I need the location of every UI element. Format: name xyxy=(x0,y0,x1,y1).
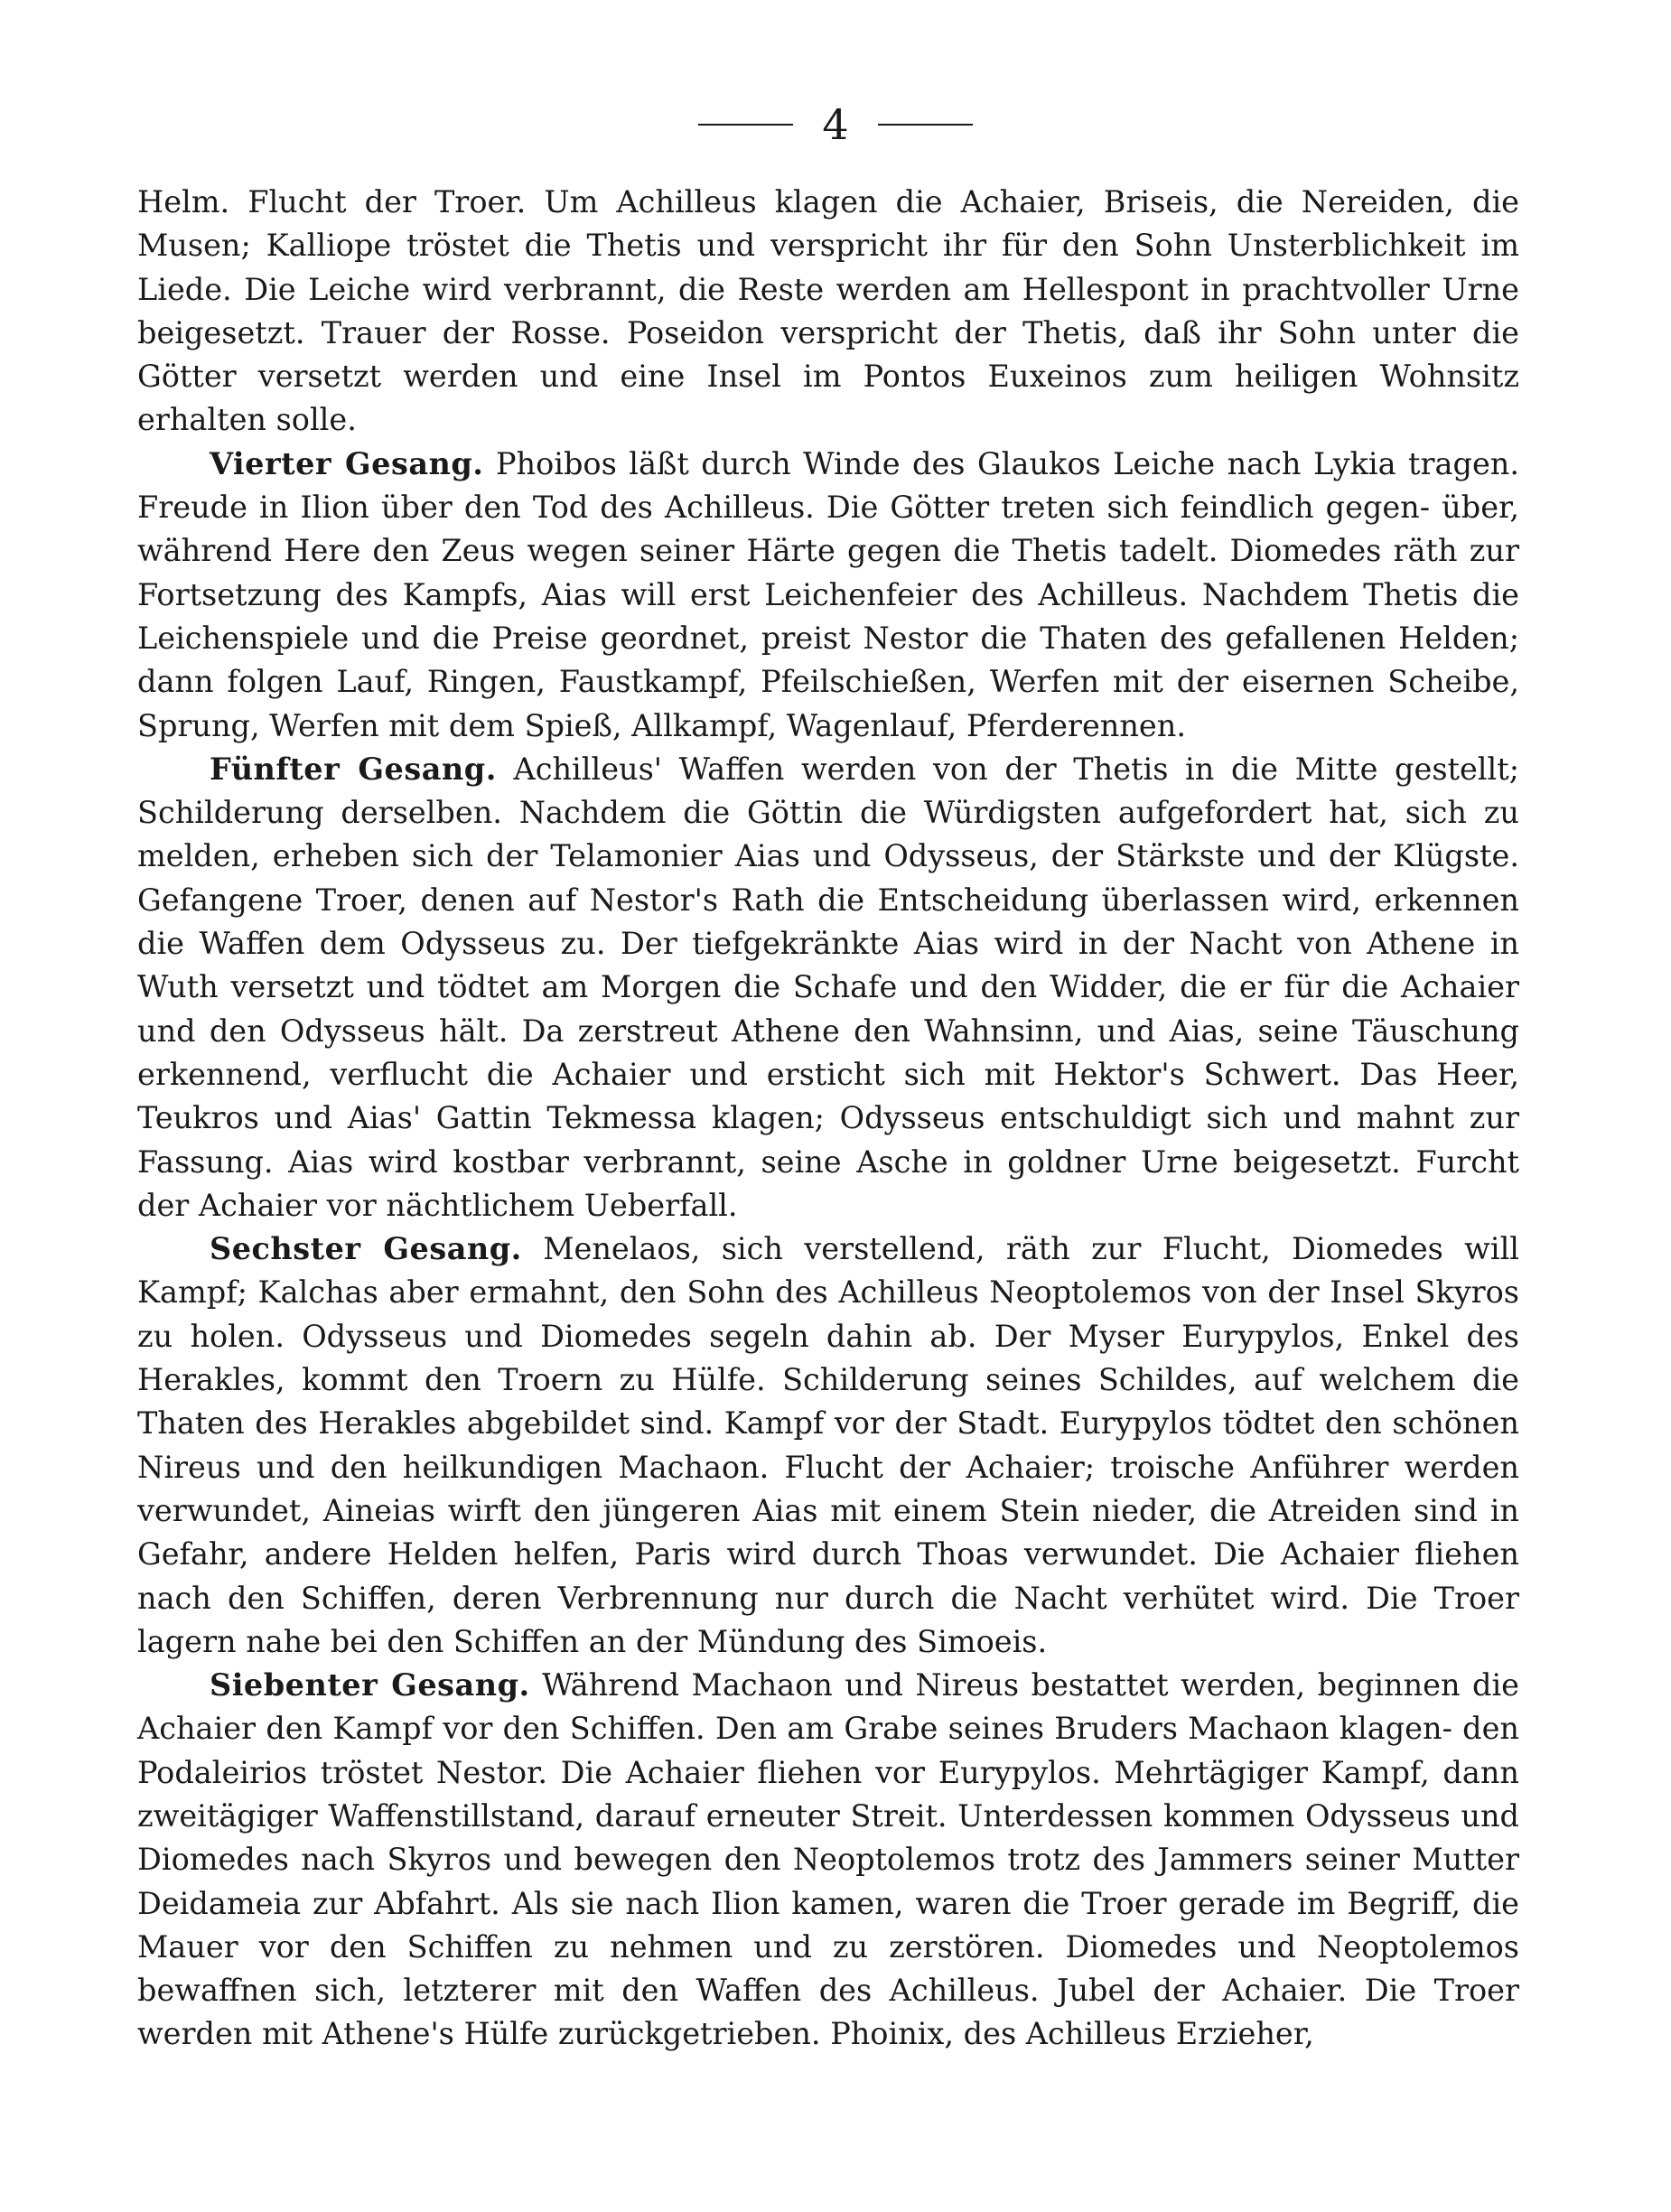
page-header xyxy=(0,98,1671,152)
header-rule-left xyxy=(698,124,793,126)
paragraph-text: Phoibos läßt durch Winde des Glaukos Leiche nach Lykia tragen. Freude in Ilion über den Tod des Achilleus. Die Götter treten sich feindlich gegen- über, während Here den Zeus wegen seiner Härte gegen die Thetis tadelt. Diomedes räth zur Fortsetzung des Kampfs, Aias will erst Leichenfeier des Achilleus. Nachdem Thetis die Leichenspiele und die Preise geordnet, preist Nestor die Thaten des gefallenen Helden; dann folgen Lauf, Ringen, Faustkampf, Pfeilschießen, Werfen mit der eisernen Scheibe, Sprung, Werfen mit dem Spieß, Allkampf, Wagenlauf, Pferderennen. xyxy=(137,445,1519,743)
paragraph-text: Während Machaon und Nireus bestattet werden, beginnen die Achaier den Kampf vor den Schiffen. Den am Grabe seines Bruders Machaon klagen- den Podaleirios tröstet Nestor. Die Achaier fliehen vor Eurypylos. Mehrtägiger Kampf, dann zweitägiger Waffenstillstand, darauf erneuter Streit. Unterdessen kommen Odysseus und Diomedes nach Skyros und bewegen den Neoptolemos trotz des Jammers seiner Mutter Deidameia zur Abfahrt. Als sie nach Ilion kamen, waren die Troer gerade im Begriff, die Mauer vor den Schiffen zu nehmen und zu zerstören. Diomedes und Neoptolemos bewaffnen sich, letzterer mit den Waffen des Achilleus. Jubel der Achaier. Die Troer werden mit Athene's Hülfe zurückgetrieben. Phoinix, des Achilleus Erzieher, xyxy=(137,1667,1519,2052)
body-text xyxy=(137,181,1519,2057)
section-heading: Vierter Gesang. xyxy=(210,445,484,481)
paragraph-text: Menelaos, sich verstellend, räth zur Flucht, Diomedes will Kampf; Kalchas aber ermahnt, den Sohn des Achilleus Neoptolemos von der Insel Skyros zu holen. Odysseus und Diomedes segeln dahin ab. Der Myser Eurypylos, Enkel des Herakles, kommt den Troern zu Hülfe. Schilderung seines Schildes, auf welchem die Thaten des Herakles abgebildet sind. Kampf vor der Stadt. Eurypylos tödtet den schönen Nireus und den heilkundigen Machaon. Flucht der Achaier; troische Anführer werden verwundet, Aineias wirft den jüngeren Aias mit einem Stein nieder, die Atreiden sind in Gefahr, andere Helden helfen, Paris wird durch Thoas verwundet. Die Achaier fliehen nach den Schiffen, deren Verbrennung nur durch die Nacht verhütet wird. Die Troer lagern nahe bei den Schiffen an der Mündung des Simoeis. xyxy=(137,1231,1520,1659)
page-number: 4 xyxy=(822,100,849,149)
section-heading: Siebenter Gesang. xyxy=(210,1667,530,1703)
paragraph-text: Helm. Flucht der Troer. Um Achilleus klagen die Achaier, Briseis, die Nereiden, die Musen; Kalliope tröstet die Thetis und verspricht ihr für den Sohn Unsterblichkeit im Liede. Die Leiche wird verbrannt, die Reste werden am Hellespont in prachtvoller Urne beigesetzt. Trauer der Rosse. Poseidon verspricht der Thetis, daß ihr Sohn unter die Götter versetzt werden und eine Insel im Pontos Euxeinos zum heiligen Wohnsitz erhalten solle. xyxy=(137,184,1519,438)
paragraph-text: Achilleus' Waffen werden von der Thetis in die Mitte gestellt; Schilderung derselben. Nachdem die Göttin die Würdigsten aufgefordert hat, sich zu melden, erheben sich der Telamonier Aias und Odysseus, der Stärkste und der Klügste. Gefangene Troer, denen auf Nestor's Rath die Entscheidung überlassen wird, erkennen die Waffen dem Odysseus zu. Der tiefgekränkte Aias wird in der Nacht von Athene in Wuth versetzt und tödtet am Morgen die Schafe und den Widder, die er für die Achaier und den Odysseus hält. Da zerstreut Athene den Wahnsinn, und Aias, seine Täuschung erkennend, verflucht die Achaier und ersticht sich mit Hektor's Schwert. Das Heer, Teukros und Aias' Gattin Tekmessa klagen; Odysseus entschuldigt sich und mahnt zur Fassung. Aias wird kostbar verbrannt, seine Asche in goldner Urne beigesetzt. Furcht der Achaier vor nächtlichem Ueberfall. xyxy=(137,751,1519,1223)
section-heading: Fünfter Gesang. xyxy=(210,751,497,787)
paragraph-continued xyxy=(137,181,1519,443)
paragraph-fuenfter-gesang xyxy=(137,748,1519,1227)
paragraph-siebenter-gesang xyxy=(137,1664,1519,2057)
paragraph-sechster-gesang xyxy=(137,1227,1519,1664)
paragraph-vierter-gesang xyxy=(137,443,1519,748)
header-rule-right xyxy=(878,124,973,126)
section-heading: Sechster Gesang. xyxy=(210,1231,522,1267)
